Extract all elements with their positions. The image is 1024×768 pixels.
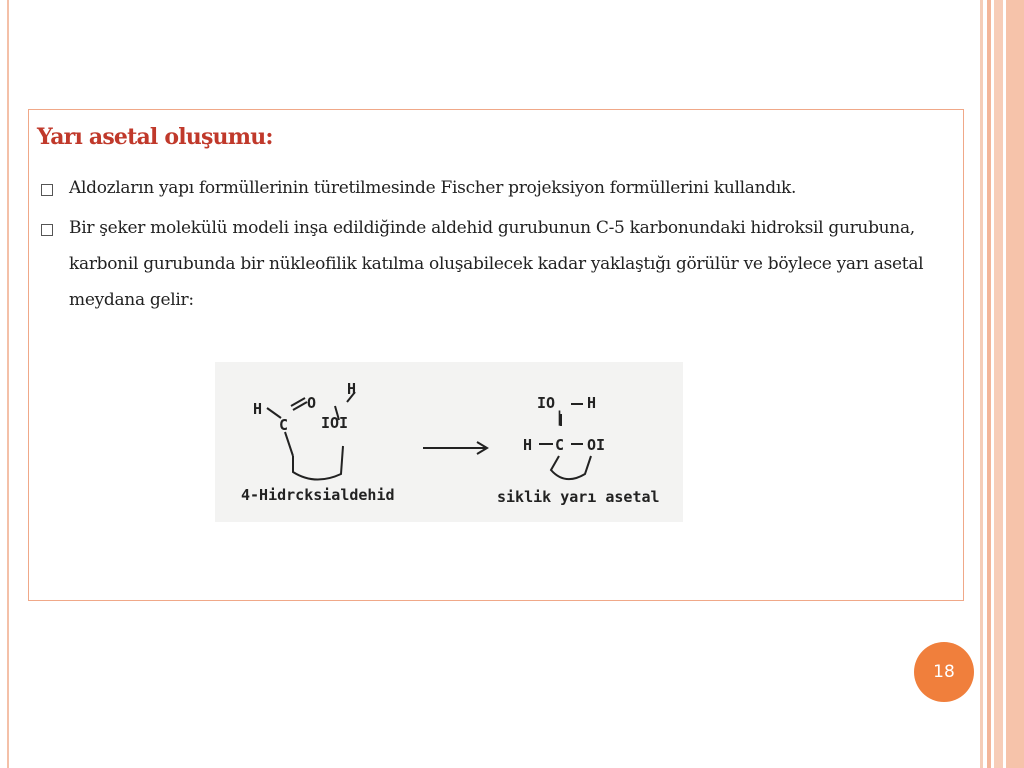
hemiacetal-formation-figure [215, 362, 683, 522]
checkbox-bullet-icon [41, 184, 53, 196]
svg-text:H: H [587, 394, 597, 412]
decorative-stripes [980, 0, 1024, 768]
svg-text:H: H [253, 400, 263, 418]
bullet-text: Bir şeker molekülü modeli inşa edildiğinde aldehid gurubunun C-5 karbonundaki hidroksil gurubuna, karbonil gurubunda bir nükleofilik katılma oluşabilecek kadar yaklaştığı görülür ve böylece yarı asetal meydana gelir: [69, 218, 924, 310]
svg-text:IOI: IOI [321, 414, 349, 432]
svg-text:C: C [555, 436, 565, 454]
svg-text:IO: IO [537, 394, 556, 412]
svg-text:O: O [307, 394, 317, 412]
content-box [28, 109, 964, 601]
checkbox-bullet-icon [41, 224, 53, 236]
bullet-item [39, 170, 949, 206]
bullet-item [39, 210, 949, 318]
svg-text:H: H [347, 380, 357, 398]
svg-text:OI: OI [587, 436, 606, 454]
slide-left-border [7, 0, 9, 768]
svg-text:C: C [279, 416, 289, 434]
figure-left-label: 4-Hidrcksialdehid [241, 486, 395, 504]
slide-title: Yarı asetal oluşumu: [37, 124, 273, 150]
svg-text:|: | [555, 408, 565, 426]
bullet-text: Aldozların yapı formüllerinin türetilmesinde Fischer projeksiyon formüllerini kullandık. [69, 178, 797, 198]
svg-text:H: H [523, 436, 533, 454]
page-number-badge: 18 [914, 642, 974, 702]
figure-right-label: siklik yarı asetal [497, 488, 660, 506]
